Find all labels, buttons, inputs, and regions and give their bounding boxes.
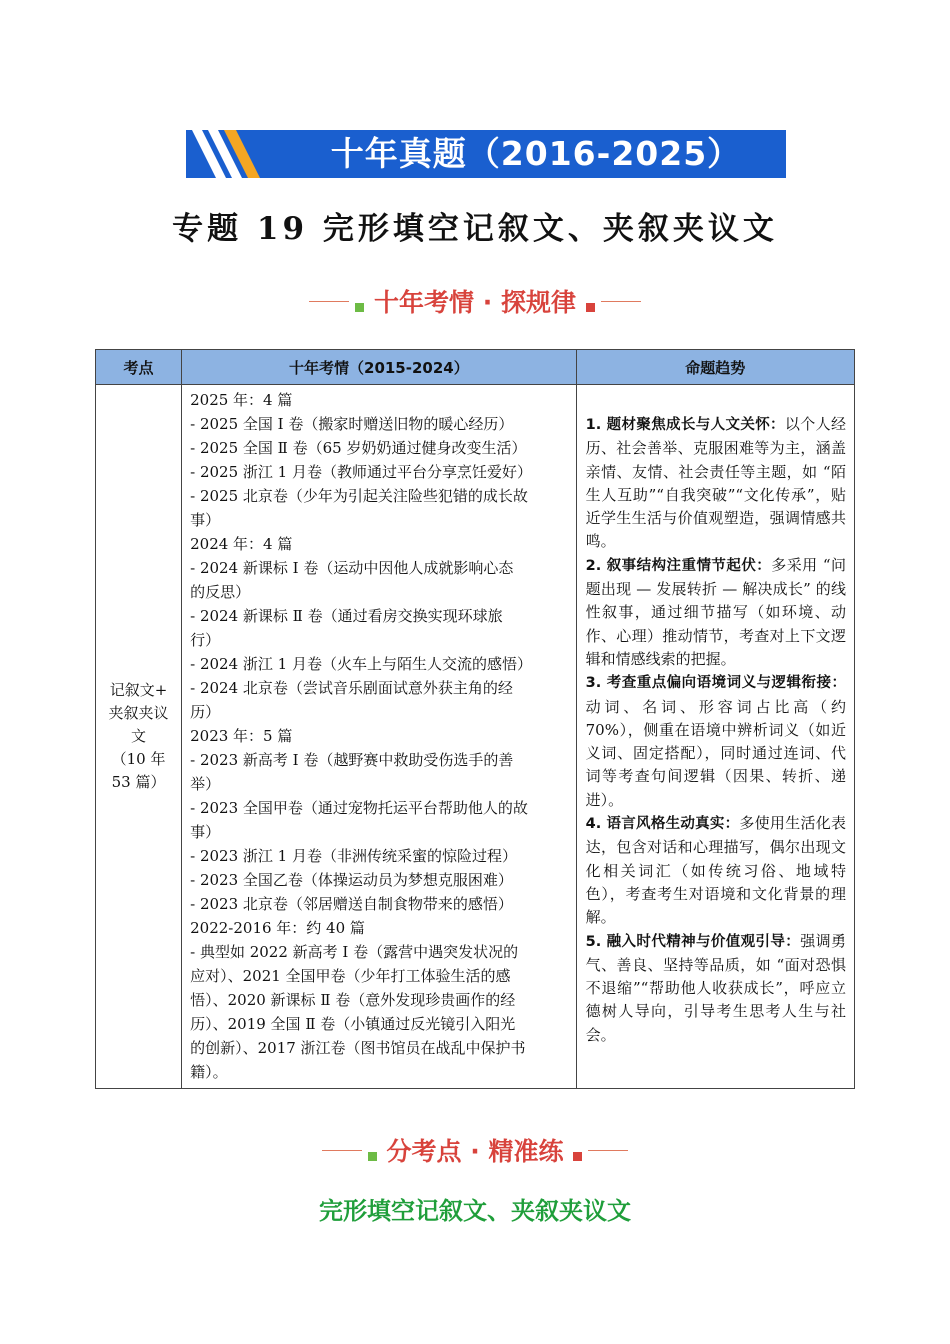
exam-info-line: 举）	[190, 775, 221, 793]
trend-item	[586, 812, 846, 929]
exam-info-line: - 2025 全国 Ⅰ 卷（搬家时赠送旧物的暖心经历）	[190, 415, 514, 433]
exam-info-line: - 2024 新课标 Ⅱ 卷（通过看房交换实现环球旅	[190, 607, 503, 625]
trend-heading: 2. 叙事结构注重情节起伏：	[585, 557, 772, 574]
exam-info-line: - 2025 北京卷（少年为引起关注险些犯错的成长故	[190, 487, 528, 505]
trend-heading: 5. 融入时代精神与价值观引导：	[585, 933, 801, 950]
header-trend: 命题趋势	[576, 350, 854, 385]
section-heading-practice: 分考点 · 精准练	[0, 1132, 950, 1168]
exam-info-line: 应对）、2021 全国甲卷（少年打工体验生活的感	[190, 967, 511, 985]
square-icon	[586, 303, 595, 312]
exam-info-line: 2022-2016 年：约 40 篇	[190, 919, 365, 937]
stripes-decoration	[190, 130, 270, 178]
exam-info-line: - 典型如 2022 新高考 Ⅰ 卷（露营中遇突发状况的	[190, 943, 519, 961]
trend-body: 动词、名词、形容词占比高（约 70%），侧重在语境中辨析词义（如近义词、固定搭配），同时通过连词、代词等考查句间逻辑（因果、转折、递进）。	[585, 697, 846, 809]
exam-analysis-table	[95, 349, 855, 1089]
header-point: 考点	[96, 350, 182, 385]
trend-item	[586, 554, 846, 671]
trend-item	[586, 413, 846, 554]
divider-line	[588, 1150, 628, 1151]
trend-item	[586, 671, 846, 812]
trend-heading: 1. 题材聚焦成长与人文关怀：	[585, 417, 785, 433]
trend-body: 多使用生活化表达，包含对话和心理描写，偶尔出现文化相关词汇（如传统习俗、地域特色），考查考生对语境和文化背景的理解。	[585, 814, 846, 927]
exam-info-cell	[182, 385, 577, 1089]
section-heading-exam-overview: 十年考情 · 探规律	[0, 283, 950, 319]
trend-body: 强调勇气、善良、坚持等品质，如 “面对恐惧不退缩”“帮助他人收获成长”，呼应立德树人导向，引导考生思考人生与社会。	[585, 931, 846, 1044]
exam-info-line: 2025 年：4 篇	[190, 391, 293, 409]
exam-info-line: - 2023 北京卷（邻居赠送自制食物带来的感悟）	[190, 895, 513, 913]
divider-line	[309, 301, 349, 302]
banner-title: 十年真题（2016-2025）	[330, 134, 742, 173]
exam-info-line: - 2023 全国乙卷（体操运动员为梦想克服困难）	[190, 871, 513, 889]
exam-info-line: - 2023 全国甲卷（通过宠物托运平台帮助他人的故	[190, 799, 528, 817]
trend-cell	[576, 385, 854, 1089]
exam-info-line: 悟）、2020 新课标 Ⅱ 卷（意外发现珍贵画作的经	[190, 991, 516, 1009]
exam-info-line: 历）、2019 全国 Ⅱ 卷（小镇通过反光镜引入阳光	[190, 1015, 516, 1033]
trend-heading: 4. 语言风格生动真实：	[585, 816, 740, 833]
table-row	[96, 385, 855, 1089]
exam-info-line: 的创新）、2017 浙江卷（图书馆员在战乱中保护书	[190, 1039, 526, 1057]
exam-info-line: 历）	[190, 703, 221, 721]
divider-line	[601, 301, 641, 302]
table-header-row	[96, 350, 855, 385]
trend-body: 以个人经历、社会善举、克服困难等为主，涵盖亲情、友情、社会责任等主题，如 “陌生人互助”“自我突破”“文化传承”，贴近学生生活与价值观塑造，强调情感共鸣。	[585, 415, 846, 551]
exam-info-line: 事）	[190, 823, 221, 841]
exam-info-line: 事）	[190, 511, 221, 529]
exam-info-line: - 2023 浙江 1 月卷（非洲传统采蜜的惊险过程）	[190, 847, 517, 865]
exam-info-line: 行）	[190, 631, 221, 649]
exam-info-line: - 2025 浙江 1 月卷（教师通过平台分享烹饪爱好）	[190, 463, 532, 481]
exam-info-line: - 2024 新课标 Ⅰ 卷（运动中因他人成就影响心态	[190, 559, 514, 577]
exam-info-line: - 2025 全国 Ⅱ 卷（65 岁奶奶通过健身改变生活）	[190, 439, 527, 457]
exam-info-line: 2024 年：4 篇	[190, 535, 293, 553]
square-icon	[368, 1152, 377, 1161]
exam-info-line: - 2024 北京卷（尝试音乐剧面试意外获主角的经	[190, 679, 513, 697]
exam-info-line: 2023 年：5 篇	[190, 727, 293, 745]
subtopic-title: 完形填空记叙文、夹叙夹议文	[319, 1196, 631, 1225]
exam-info-line: 籍）。	[190, 1063, 228, 1081]
header-info: 十年考情（2015-2024）	[182, 350, 577, 385]
document-title: 专题 19 完形填空记叙文、夹叙夹议文	[172, 211, 778, 247]
trend-body: 多采用 “问题出现 — 发展转折 — 解决成长” 的线性叙事，通过细节描写（如环境、动作、心理）推动情节，考查对上下文逻辑和情感线索的把握。	[585, 555, 846, 668]
title-banner	[186, 130, 786, 178]
exam-info-line: 的反思）	[190, 583, 251, 601]
exam-point-cell: 记叙文+ 夹叙夹议 文 （10 年 53 篇）	[96, 385, 182, 1089]
exam-info-line: - 2024 浙江 1 月卷（火车上与陌生人交流的感悟）	[190, 655, 532, 673]
divider-line	[322, 1150, 362, 1151]
square-icon	[573, 1152, 582, 1161]
square-icon	[355, 303, 364, 312]
trend-heading: 3. 考查重点偏向语境词义与逻辑衔接：	[585, 675, 846, 692]
exam-info-line: - 2023 新高考 Ⅰ 卷（越野赛中救助受伤选手的善	[190, 751, 514, 769]
trend-item	[586, 930, 846, 1047]
